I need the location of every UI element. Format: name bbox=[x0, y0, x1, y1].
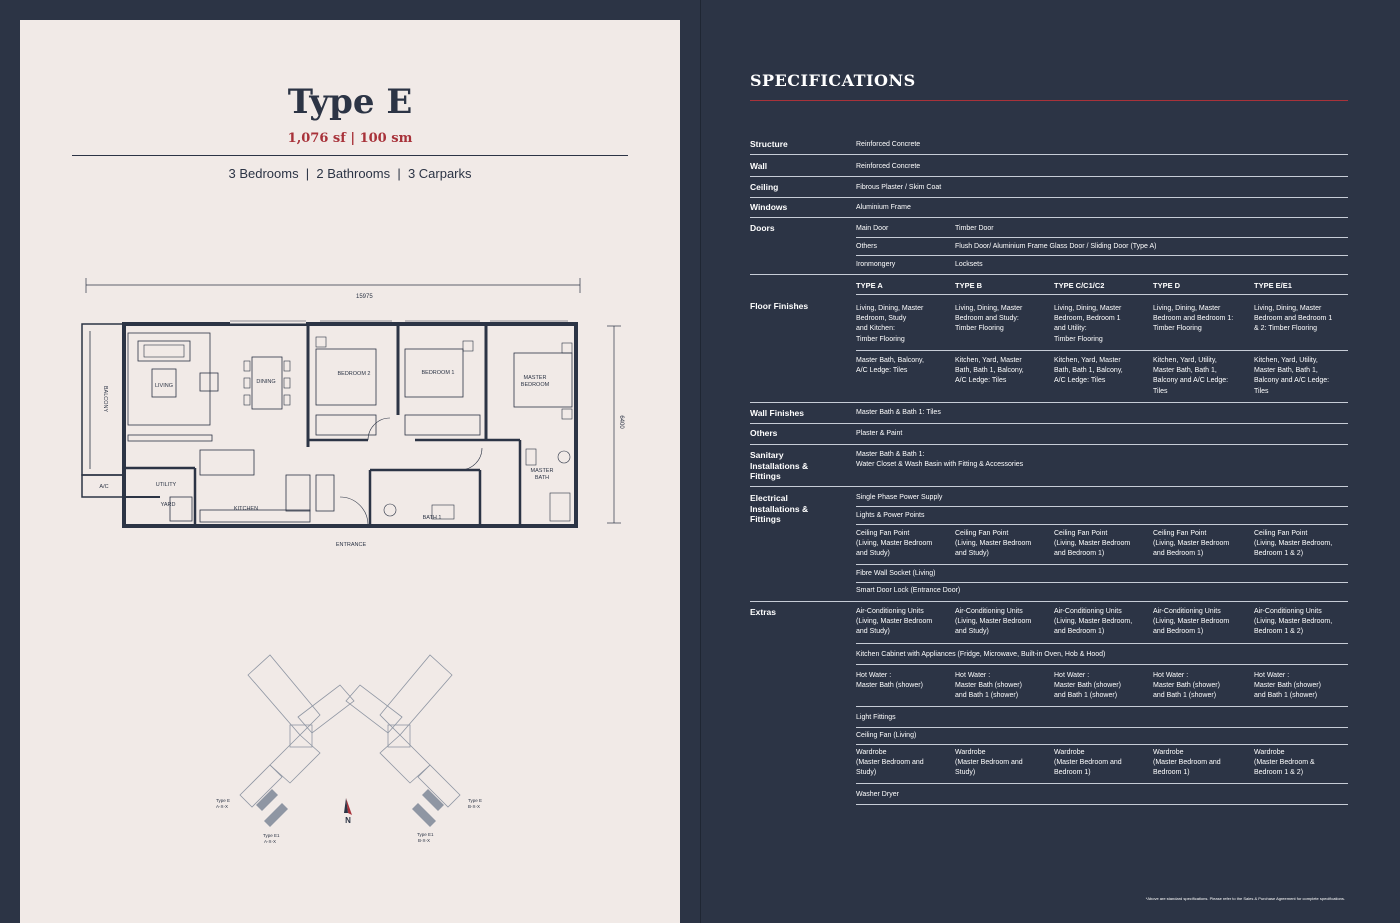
light-fittings-value: Light Fittings bbox=[856, 714, 896, 721]
row-divider bbox=[856, 350, 1348, 351]
hot-water-c: Hot Water : Master Bath (shower) and Bath 1 (shower) bbox=[1054, 672, 1121, 700]
label-balcony: BALCONY bbox=[102, 385, 108, 413]
row-divider bbox=[856, 804, 1348, 805]
specifications-title: SPECIFICATIONS bbox=[750, 71, 916, 90]
wall-value: Reinforced Concrete bbox=[856, 163, 921, 170]
row-divider bbox=[856, 664, 1348, 665]
doors-label: Doors bbox=[750, 223, 775, 233]
row-divider bbox=[750, 176, 1348, 177]
structure-label: Structure bbox=[750, 139, 788, 149]
label-master-bedroom-1: MASTER bbox=[523, 375, 547, 381]
row-divider bbox=[856, 255, 1348, 256]
row-divider bbox=[750, 402, 1348, 403]
floor-finish-e-2: Kitchen, Yard, Utility, Master Bath, Bath 1, Balcony and A/C Ledge: Tiles bbox=[1254, 357, 1330, 395]
lights-power-value: Lights & Power Points bbox=[856, 512, 925, 519]
label-yard: YARD bbox=[160, 502, 176, 508]
north-label: N bbox=[345, 816, 351, 825]
windows-value: Aluminium Frame bbox=[856, 204, 911, 211]
fan-point-a: Ceiling Fan Point (Living, Master Bedroom and Study) bbox=[856, 530, 933, 558]
label-dining: DINING bbox=[256, 379, 276, 385]
specifications-divider bbox=[750, 100, 1348, 101]
header-type-e: TYPE E/E1 bbox=[1254, 281, 1292, 290]
label-entrance: ENTRANCE bbox=[335, 542, 367, 548]
smart-lock-value: Smart Door Lock (Entrance Door) bbox=[856, 587, 961, 594]
ceiling-value: Fibrous Plaster / Skim Coat bbox=[856, 184, 942, 191]
others-value: Plaster & Paint bbox=[856, 430, 903, 437]
aircon-d: Air-Conditioning Units (Living, Master Bedroom and Bedroom 1) bbox=[1153, 608, 1230, 636]
main-door-value: Timber Door bbox=[955, 225, 994, 232]
row-divider bbox=[750, 423, 1348, 424]
ceiling-fan-value: Ceiling Fan (Living) bbox=[856, 732, 917, 739]
label-master-bath-2: BATH bbox=[534, 475, 550, 481]
room-summary: 3 Bedrooms | 2 Bathrooms | 3 Carparks bbox=[228, 166, 472, 181]
title-divider bbox=[72, 155, 628, 156]
label-kitchen: KITCHEN bbox=[233, 506, 259, 512]
floor-finish-c-1: Living, Dining, Master Bedroom, Bedroom 1 and Utility: Timber Flooring bbox=[1054, 305, 1122, 343]
floor-finish-b-2: Kitchen, Yard, Master Bath, Bath 1, Balcony, A/C Ledge: Tiles bbox=[955, 357, 1024, 385]
aircon-a: Air-Conditioning Units (Living, Master Bedroom and Study) bbox=[856, 608, 933, 636]
wall-finishes-value: Master Bath & Bath 1: Tiles bbox=[856, 409, 941, 416]
wall-finishes-label: Wall Finishes bbox=[750, 408, 805, 418]
floor-finish-e-1: Living, Dining, Master Bedroom and Bedroom 1 & 2: Timber Flooring bbox=[1254, 305, 1333, 333]
label-master-bedroom-2: BEDROOM bbox=[520, 382, 550, 388]
other-doors-value: Flush Door/ Aluminium Frame Glass Door / Sliding Door (Type A) bbox=[955, 243, 1157, 250]
sanitary-label: Sanitary Installations & Fittings bbox=[750, 450, 809, 481]
label-living: LIVING bbox=[154, 383, 174, 389]
unit-area: 1,076 sf | 100 sm bbox=[287, 131, 413, 146]
ceiling-label: Ceiling bbox=[750, 182, 779, 192]
plan-dim-height: 6400 bbox=[618, 415, 624, 429]
row-divider bbox=[856, 706, 1348, 707]
label-bedroom-2: BEDROOM 2 bbox=[337, 371, 371, 377]
row-divider bbox=[856, 564, 1348, 565]
electrical-label: Electrical Installations & Fittings bbox=[750, 493, 809, 524]
label-bath-1: BATH 1 bbox=[422, 515, 442, 521]
fan-point-e: Ceiling Fan Point (Living, Master Bedroom, Bedroom 1 & 2) bbox=[1254, 530, 1333, 558]
floor-finish-c-2: Kitchen, Yard, Master Bath, Bath 1, Balcony, A/C Ledge: Tiles bbox=[1054, 357, 1123, 385]
floor-finish-b-1: Living, Dining, Master Bedroom and Study: Timber Flooring bbox=[955, 305, 1023, 333]
row-divider bbox=[856, 294, 1348, 295]
keyplan-type-e1-left-code: A-X-X bbox=[264, 839, 277, 844]
bathroom-count: 2 Bathrooms bbox=[316, 166, 391, 181]
aircon-c: Air-Conditioning Units (Living, Master Bedroom, and Bedroom 1) bbox=[1054, 608, 1133, 636]
row-divider bbox=[750, 444, 1348, 445]
unit-type-title: Type E bbox=[287, 82, 413, 122]
power-supply-value: Single Phase Power Supply bbox=[856, 494, 943, 501]
hot-water-d: Hot Water : Master Bath (shower) and Bath 1 (shower) bbox=[1153, 672, 1220, 700]
hot-water-b: Hot Water : Master Bath (shower) and Bath 1 (shower) bbox=[955, 672, 1022, 700]
keyplan-type-e-right-code: B-X-X bbox=[468, 804, 481, 809]
keyplan-type-e1-left: Type E1 bbox=[263, 833, 280, 838]
row-divider bbox=[856, 582, 1348, 583]
footnote: *Above are standard specifications. Please refer to the Sales & Purchase Agreement for complete specifications. bbox=[1145, 896, 1345, 901]
row-divider bbox=[856, 783, 1348, 784]
windows-label: Windows bbox=[750, 202, 788, 212]
floor-finish-a-2: Master Bath, Balcony, A/C Ledge: Tiles bbox=[856, 357, 924, 375]
floor-finishes-label: Floor Finishes bbox=[750, 301, 809, 311]
row-divider bbox=[856, 744, 1348, 745]
ironmongery-value: Locksets bbox=[955, 261, 983, 268]
aircon-e: Air-Conditioning Units (Living, Master Bedroom, Bedroom 1 & 2) bbox=[1254, 608, 1333, 636]
row-divider bbox=[856, 643, 1348, 644]
washer-dryer-value: Washer Dryer bbox=[856, 791, 899, 798]
extras-label: Extras bbox=[750, 607, 776, 617]
plan-dim-width: 15975 bbox=[356, 294, 373, 300]
fibre-socket-value: Fibre Wall Socket (Living) bbox=[856, 570, 936, 577]
hot-water-e: Hot Water : Master Bath (shower) and Bath 1 (shower) bbox=[1254, 672, 1321, 700]
wardrobe-d: Wardrobe (Master Bedroom and Bedroom 1) bbox=[1153, 749, 1221, 777]
kitchen-cabinet-value: Kitchen Cabinet with Appliances (Fridge, Microwave, Built-in Oven, Hob & Hood) bbox=[856, 651, 1106, 658]
keyplan-type-e-left-code: A-X-X bbox=[216, 804, 229, 809]
fan-point-d: Ceiling Fan Point (Living, Master Bedroom and Bedroom 1) bbox=[1153, 530, 1230, 558]
sanitary-value: Master Bath & Bath 1: Water Closet & Wash Basin with Fitting & Accessories bbox=[856, 451, 1024, 469]
header-type-d: TYPE D bbox=[1153, 281, 1181, 290]
keyplan-type-e1-right-code: B-X-X bbox=[418, 838, 431, 843]
wardrobe-e: Wardrobe (Master Bedroom & Bedroom 1 & 2) bbox=[1254, 749, 1315, 777]
header-type-c: TYPE C/C1/C2 bbox=[1054, 281, 1105, 290]
row-divider bbox=[856, 506, 1348, 507]
floor-finish-d-2: Kitchen, Yard, Utility, Master Bath, Bath 1, Balcony and A/C Ledge: Tiles bbox=[1153, 357, 1229, 395]
wardrobe-b: Wardrobe (Master Bedroom and Study) bbox=[955, 749, 1023, 777]
floor-plan bbox=[20, 265, 680, 548]
label-ac: A/C bbox=[99, 484, 109, 490]
page-gutter bbox=[700, 0, 701, 923]
area-sf: 1,076 sf bbox=[287, 131, 346, 146]
floor-finish-d-1: Living, Dining, Master Bedroom and Bedroom 1: Timber Flooring bbox=[1153, 305, 1234, 333]
key-plan bbox=[20, 645, 680, 844]
keyplan-type-e-right: Type E bbox=[468, 798, 483, 803]
fan-point-c: Ceiling Fan Point (Living, Master Bedroom and Bedroom 1) bbox=[1054, 530, 1131, 558]
others-label: Others bbox=[750, 428, 778, 438]
label-bedroom-1: BEDROOM 1 bbox=[421, 370, 455, 376]
row-divider bbox=[750, 197, 1348, 198]
other-doors-item: Others bbox=[856, 243, 878, 250]
label-master-bath-1: MASTER bbox=[530, 468, 554, 474]
row-divider bbox=[750, 154, 1348, 155]
ironmongery-item: Ironmongery bbox=[856, 261, 896, 268]
bedroom-count: 3 Bedrooms bbox=[228, 166, 299, 181]
floor-plan-page bbox=[20, 20, 680, 923]
wall-label: Wall bbox=[750, 161, 768, 171]
header-type-b: TYPE B bbox=[955, 281, 983, 290]
row-divider bbox=[750, 274, 1348, 275]
main-door-item: Main Door bbox=[856, 225, 889, 232]
row-divider bbox=[750, 486, 1348, 487]
label-utility: UTILITY bbox=[155, 482, 177, 488]
row-divider bbox=[750, 217, 1348, 218]
hot-water-a: Hot Water : Master Bath (shower) bbox=[856, 672, 923, 690]
carpark-count: 3 Carparks bbox=[407, 166, 472, 181]
floor-finish-a-1: Living, Dining, Master Bedroom, Study and Kitchen: Timber Flooring bbox=[856, 305, 924, 343]
fan-point-b: Ceiling Fan Point (Living, Master Bedroom and Study) bbox=[955, 530, 1032, 558]
keyplan-type-e1-right: Type E1 bbox=[417, 832, 434, 837]
row-divider bbox=[856, 727, 1348, 728]
keyplan-type-e-left: Type E bbox=[216, 798, 231, 803]
header-type-a: TYPE A bbox=[856, 281, 883, 290]
aircon-b: Air-Conditioning Units (Living, Master Bedroom and Study) bbox=[955, 608, 1032, 636]
area-sm: 100 sm bbox=[359, 131, 413, 146]
wardrobe-c: Wardrobe (Master Bedroom and Bedroom 1) bbox=[1054, 749, 1122, 777]
row-divider bbox=[750, 601, 1348, 602]
row-divider bbox=[856, 524, 1348, 525]
row-divider bbox=[856, 237, 1348, 238]
wardrobe-a: Wardrobe (Master Bedroom and Study) bbox=[856, 749, 924, 777]
structure-value: Reinforced Concrete bbox=[856, 141, 921, 148]
